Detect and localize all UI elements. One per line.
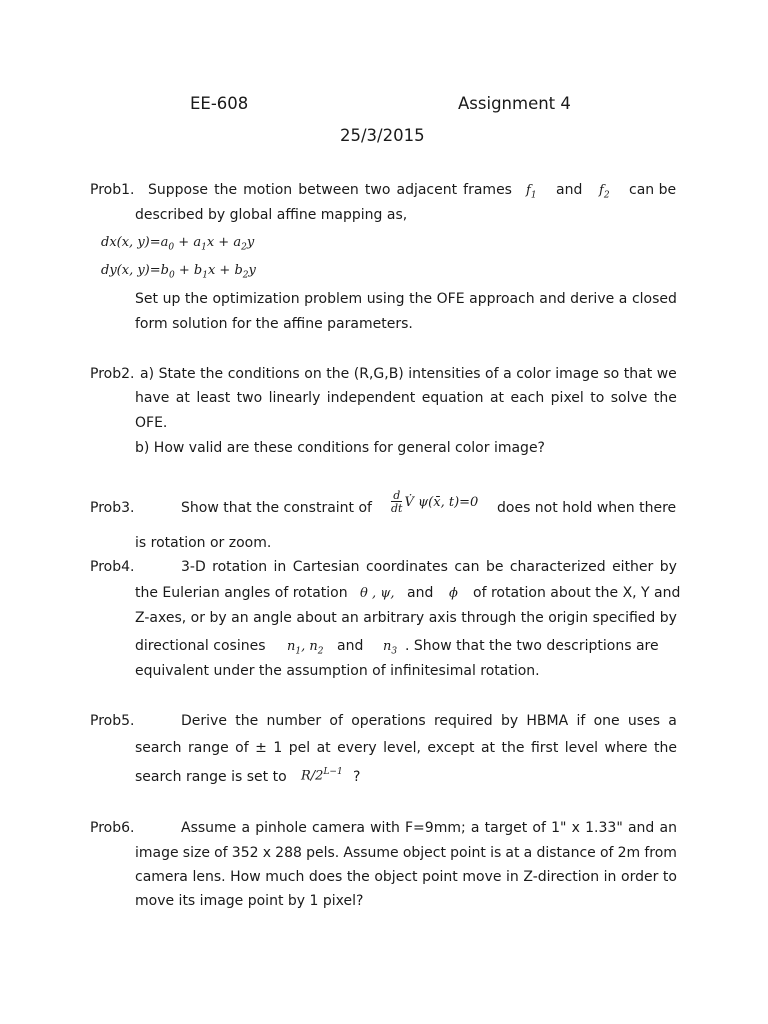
- prob4-line2b: of rotation about the X, Y and: [473, 585, 681, 601]
- prob5-line2: search range of ± 1 pel at every level, except at the first level where the: [135, 740, 677, 756]
- prob2-line2: have at least two linearly independent equation at each pixel to solve the: [135, 390, 677, 406]
- prob1-line2: described by global affine mapping as,: [135, 207, 408, 223]
- prob1-label: Prob1.: [90, 182, 135, 198]
- prob4-line5: equivalent under the assumption of infinitesimal rotation.: [135, 663, 540, 679]
- prob3-text2: does not hold when there: [497, 500, 677, 516]
- prob6-label: Prob6.: [90, 820, 135, 836]
- prob4-and-2: and: [337, 638, 364, 654]
- f1-symbol: $f_1$: [526, 183, 537, 201]
- prob4-line1: 3-D rotation in Cartesian coordinates can be characterized either by: [181, 559, 677, 575]
- prob6-line1: Assume a pinhole camera with F=9mm; a target of 1" x 1.33" and an: [181, 820, 677, 836]
- f2-symbol: $f_2$: [599, 183, 610, 201]
- ofe-constraint-expr: $\frac{d}{dt}$ V̇ ψ(x̄, t)=0: [391, 489, 479, 515]
- assignment-title: Assignment 4: [458, 94, 571, 113]
- prob2-line3: OFE.: [135, 415, 168, 431]
- prob4-line3: Z-axes, or by an angle about an arbitrary axis through the origin specified by: [135, 610, 677, 626]
- n1-n2-symbols: $n_1$, $n_2$: [287, 639, 324, 657]
- prob1-line1: Suppose the motion between two adjacent frames: [148, 182, 512, 198]
- prob6-line3: camera lens. How much does the object point move in Z-direction in order to: [135, 869, 677, 885]
- course-code: EE-608: [190, 94, 249, 113]
- prob5-line3: search range is set to: [135, 769, 287, 785]
- theta-psi-symbols: θ , ψ,: [360, 586, 395, 601]
- prob5-question-mark: ?: [353, 769, 361, 785]
- prob3-line2: is rotation or zoom.: [135, 535, 272, 551]
- prob5-line1: Derive the number of operations required by HBMA if one uses a: [181, 713, 677, 729]
- prob1-can-be: can be: [629, 182, 677, 198]
- prob4-line2a: the Eulerian angles of rotation: [135, 585, 348, 601]
- prob4-label: Prob4.: [90, 559, 135, 575]
- prob3-label: Prob3.: [90, 500, 135, 516]
- prob1-line4: form solution for the affine parameters.: [135, 316, 413, 332]
- prob5-label: Prob5.: [90, 713, 135, 729]
- assignment-date: 25/3/2015: [340, 126, 425, 145]
- prob2-line1: a) State the conditions on the (R,G,B) intensities of a color image so that we: [140, 366, 677, 382]
- prob1-line3: Set up the optimization problem using the OFE approach and derive a closed: [135, 291, 677, 307]
- affine-eq-dx: dx(x, $y)=a_0 + a_1x + a_2y$: [101, 235, 255, 253]
- search-range-expr: $R/2^{L-1}$: [301, 767, 343, 784]
- prob1-and: and: [556, 182, 583, 198]
- d-dt-fraction: $\frac{d}{dt}$: [391, 489, 403, 515]
- prob6-line2: image size of 352 x 288 pels. Assume object point is at a distance of 2m from: [135, 845, 677, 861]
- phi-symbol: ϕ: [449, 586, 458, 601]
- prob6-line4: move its image point by 1 pixel?: [135, 893, 364, 909]
- affine-eq-dy: dy(x, $y)=b_0 + b_1x + b_2y$: [101, 263, 256, 281]
- prob4-and: and: [407, 585, 434, 601]
- prob2-label: Prob2.: [90, 366, 135, 382]
- prob2-line4: b) How valid are these conditions for general color image?: [135, 440, 545, 456]
- prob3-text1: Show that the constraint of: [181, 500, 372, 516]
- n3-symbol: $n_3$: [383, 639, 398, 657]
- prob4-line4a: directional cosines: [135, 638, 266, 654]
- prob4-line4b: . Show that the two descriptions are: [405, 638, 659, 654]
